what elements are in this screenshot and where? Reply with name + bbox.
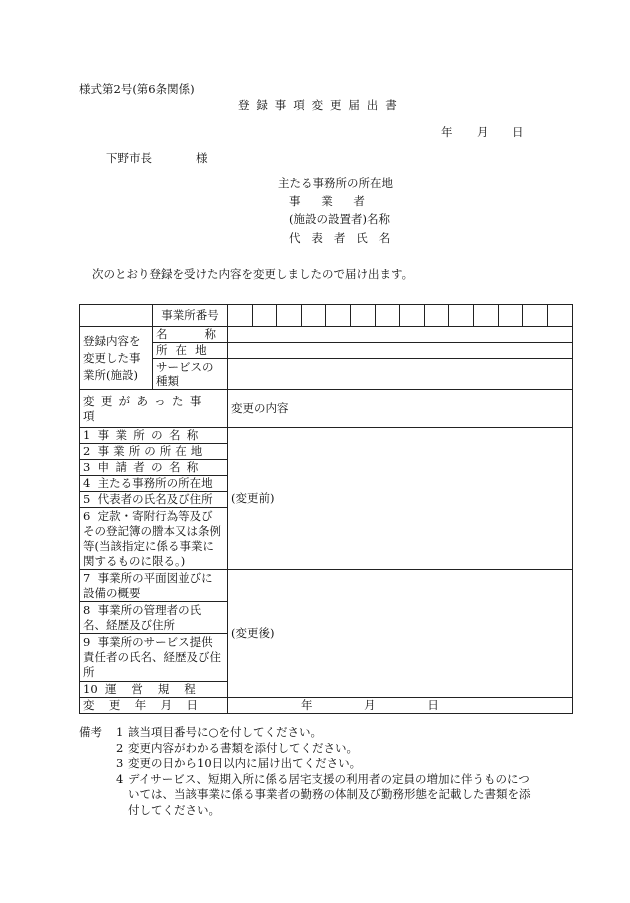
note-text: 該当項目番号に○を付してください。: [128, 725, 323, 739]
office-number-digit[interactable]: [375, 305, 400, 327]
change-content-label: 変更の内容: [228, 390, 573, 428]
change-item-5[interactable]: [80, 492, 228, 508]
note-number: 2: [116, 740, 124, 755]
location-field[interactable]: [228, 343, 573, 359]
change-item-6[interactable]: [80, 508, 228, 570]
office-number-digit[interactable]: [473, 305, 498, 327]
office-number-digit[interactable]: [277, 305, 302, 327]
office-number-digit[interactable]: [424, 305, 449, 327]
note-text: 変更内容がわかる書類を添付してください。: [128, 740, 358, 755]
office-number-digit[interactable]: [350, 305, 375, 327]
office-number-digit[interactable]: [547, 305, 572, 327]
change-date-year: 年: [301, 698, 313, 712]
facility-name-label: (施設の設置者)名称: [289, 212, 390, 226]
change-item-2[interactable]: [80, 444, 228, 460]
change-item-9[interactable]: [80, 634, 228, 682]
item-number: 7: [83, 570, 91, 585]
item-text: 定款・寄附行為等及びその登記簿の謄本又は条例等(当該指定に係る事業に関するものに限る。): [83, 508, 221, 568]
change-date-label: 変更年月日: [80, 698, 228, 714]
changed-items-label: 変更があった事項: [80, 390, 228, 428]
note-item: [79, 725, 559, 741]
change-item-3[interactable]: [80, 460, 228, 476]
item-text: 事業所の管理者の氏名、経歴及び住所: [83, 602, 202, 632]
blank-cell: [80, 305, 153, 327]
item-number: 6: [83, 508, 91, 523]
note-number: 3: [116, 756, 124, 770]
office-number-label: 事業所番号: [153, 305, 228, 327]
change-before-area[interactable]: [228, 428, 573, 570]
office-number-digit[interactable]: [301, 305, 326, 327]
name-label-text: 名 称: [156, 327, 216, 341]
note-number: 4: [116, 771, 124, 786]
item-number: 10: [83, 682, 98, 696]
form-title: 登録事項変更届出書: [238, 98, 404, 112]
change-item-1[interactable]: [80, 428, 228, 444]
note-item: [79, 772, 559, 819]
date-year: 年: [441, 125, 453, 139]
item-number: 8: [83, 602, 91, 617]
office-number-digit[interactable]: [523, 305, 548, 327]
office-number-digit[interactable]: [252, 305, 277, 327]
notes-label: 備考: [79, 725, 102, 739]
change-date-month: 月: [364, 698, 376, 712]
item-text: 代表者の氏名及び住所: [97, 492, 213, 506]
office-number-digit[interactable]: [228, 305, 253, 327]
registration-change-table: [79, 304, 573, 714]
change-before-label: (変更前): [231, 491, 275, 505]
service-type-field[interactable]: [228, 359, 573, 390]
changed-office-group-label: 登録内容を変更した事業所(施設): [80, 327, 153, 390]
item-text: 主たる事務所の所在地: [97, 476, 213, 490]
item-text: 事業所の名称: [97, 428, 205, 442]
item-number: 5: [83, 492, 91, 506]
office-number-digit[interactable]: [400, 305, 425, 327]
note-text: 変更の日から10日以内に届け出てください。: [128, 756, 362, 770]
office-number-digit[interactable]: [326, 305, 351, 327]
item-text: 事業所の所在地: [97, 444, 207, 458]
intro-text: 次のとおり登録を受けた内容を変更しましたので届け出ます。: [92, 267, 414, 281]
change-item-7[interactable]: [80, 570, 228, 602]
item-number: 2: [83, 444, 91, 458]
item-text: 運営規程: [104, 682, 211, 696]
change-after-area[interactable]: [228, 570, 573, 698]
note-number: 1: [116, 725, 124, 739]
item-number: 9: [83, 635, 91, 649]
change-item-4[interactable]: [80, 476, 228, 492]
addressee: 下野市長: [106, 151, 152, 165]
note-item: [79, 741, 559, 757]
change-date-day: 日: [427, 698, 439, 712]
item-text: 事業所のサービス提供責任者の氏名、経歴及び住所: [83, 635, 221, 679]
name-label: [153, 327, 228, 343]
name-field[interactable]: [228, 327, 573, 343]
item-number: 3: [83, 460, 91, 474]
notes-section: [79, 725, 559, 818]
date-month: 月: [477, 125, 489, 139]
item-text: 申請者の名称: [97, 460, 205, 474]
change-after-label: (変更後): [231, 626, 275, 640]
operator-label: 事業者: [289, 194, 386, 208]
addressee-honorific: 様: [196, 151, 208, 165]
office-location-label: 主たる事務所の所在地: [278, 176, 393, 190]
office-number-digit[interactable]: [498, 305, 523, 327]
service-type-label: サービスの種類: [153, 359, 228, 390]
item-number: 4: [83, 476, 91, 490]
form-number: 様式第2号(第6条関係): [79, 82, 195, 96]
note-text: デイサービス、短期入所に係る居宅支援の利用者の定員の増加に伴うものについては、当該事業に係る事業者の勤務の体制及び勤務形態を記載した書類を添付してください。: [128, 771, 531, 817]
note-item: [79, 756, 559, 772]
office-number-digit[interactable]: [449, 305, 474, 327]
change-item-8[interactable]: [80, 602, 228, 634]
item-text: 事業所の平面図並びに設備の概要: [83, 570, 213, 600]
location-label: 所在地: [153, 343, 228, 359]
item-number: 1: [83, 428, 91, 442]
change-item-10[interactable]: [80, 682, 228, 698]
representative-label: 代表者氏名: [289, 231, 402, 245]
change-date-field[interactable]: [228, 698, 573, 714]
date-day: 日: [512, 125, 524, 139]
